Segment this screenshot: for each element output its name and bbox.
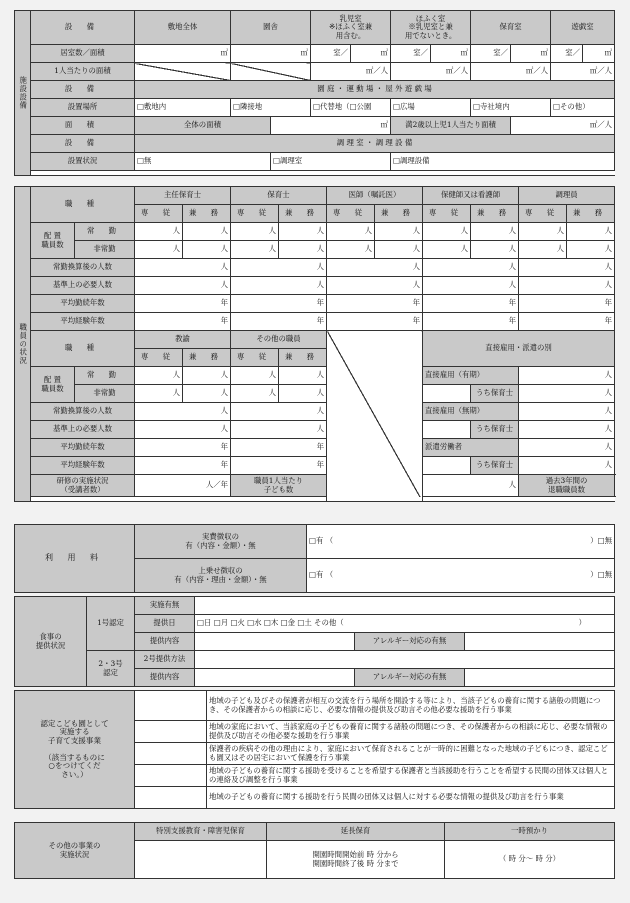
count-cell[interactable]: 人 [231, 259, 327, 277]
dual-header: 兼 務 [183, 205, 231, 223]
years-cell[interactable]: 年 [231, 457, 327, 475]
years-cell[interactable]: 年 [519, 295, 615, 313]
role-header: 職 種 [31, 187, 135, 223]
play-area-cell[interactable]: ㎡ [583, 45, 615, 63]
nursery-per-person-cell[interactable]: ㎡／人 [471, 63, 551, 81]
opt-on-site[interactable]: □敷地内 [135, 99, 231, 117]
opt-kitchen-facility[interactable]: □調理設備 [391, 153, 615, 171]
meal-content-label: 提供内容 [135, 633, 195, 651]
support-item-3: 保護者の疾病その他の理由により、家庭において保育されることが一時的に困難となった地域の子どもにつき、認定こども園又はその居宅において保護を行う事業 [207, 743, 615, 765]
avg-tenure-label: 平均勤続年数 [31, 295, 135, 313]
col-building: 園舎 [231, 11, 311, 45]
fulltime-label: 常 勤 [75, 367, 135, 385]
assigned-staff-label-2: 配 置 職員数 [31, 367, 75, 403]
count-cell[interactable]: 人 [231, 385, 279, 403]
of-which-nurse-label: うち保育士 [471, 457, 519, 475]
col-crawling-room: ほふく室 ※乳児室と兼 用でないとき。 [391, 11, 471, 45]
spacer [31, 497, 615, 502]
count-cell[interactable]: 人 [519, 259, 615, 277]
staff-section-label: 職員の状況 [15, 187, 31, 502]
support-item-4: 地域の子どもの養育に関する援助を受けることを希望する保護者と当該援助を行うことを希望する民間の団体又は個人との連絡及び調整を行う事業 [207, 765, 615, 787]
role-health-nurse: 保健師又は看護師 [423, 187, 519, 205]
count-cell[interactable]: 人 [183, 367, 231, 385]
opt-square[interactable]: □広場 [391, 99, 471, 117]
temporary-care-input[interactable]: （ 時 分〜 時 分） [445, 841, 615, 879]
count-cell[interactable]: 人 [519, 421, 615, 439]
count-cell[interactable]: 人 [231, 241, 279, 259]
actual-cost-input[interactable] [307, 525, 615, 559]
role-nurse: 保育士 [231, 187, 327, 205]
fulltime-header: 専 従 [231, 349, 279, 367]
role-chief-nurse: 主任保育士 [135, 187, 231, 205]
years-cell[interactable]: 年 [423, 295, 519, 313]
count-cell[interactable]: 人 [327, 241, 375, 259]
dual-header: 兼 務 [471, 205, 519, 223]
site-area-cell[interactable]: ㎡ [135, 45, 231, 63]
role-cook: 調理員 [519, 187, 615, 205]
years-cell[interactable]: 年 [519, 313, 615, 331]
avg-experience-label: 平均経験年数 [31, 457, 135, 475]
infant-rooms-cell[interactable]: 室／ [311, 45, 351, 63]
years-cell[interactable]: 年 [135, 295, 231, 313]
type23-label: 2・3号 認定 [87, 651, 135, 687]
fulltime-header: 専 従 [327, 205, 375, 223]
count-cell[interactable]: 人 [279, 223, 327, 241]
years-cell[interactable]: 年 [327, 313, 423, 331]
count-cell[interactable]: 人 [519, 277, 615, 295]
count-cell[interactable]: 人 [519, 439, 615, 457]
past3-retired-label: 過去3年間の 退職職員数 [519, 475, 615, 497]
play-per-person-cell[interactable]: ㎡／人 [551, 63, 615, 81]
actual-cost-label: 実費徴収の 有（内容・金額）・無 [135, 525, 307, 559]
opt-kitchen-room[interactable]: □調理室 [271, 153, 391, 171]
special-support-header: 特別支援教育・障害児保育 [135, 823, 267, 841]
years-cell[interactable]: 年 [135, 313, 231, 331]
count-cell[interactable]: 人 [519, 457, 615, 475]
infant-area-cell[interactable]: ㎡ [351, 45, 391, 63]
dual-header: 兼 務 [279, 205, 327, 223]
fulltime-header: 専 従 [231, 205, 279, 223]
years-cell[interactable]: 年 [231, 439, 327, 457]
yes-checkbox[interactable]: □有 （ [309, 570, 334, 580]
avg-tenure-label: 平均勤続年数 [31, 439, 135, 457]
count-cell[interactable]: 人 [135, 241, 183, 259]
dual-header: 兼 務 [279, 349, 327, 367]
crawl-rooms-cell[interactable]: 室／ [391, 45, 431, 63]
count-cell[interactable]: 人 [519, 223, 567, 241]
count-cell[interactable]: 人 [135, 421, 231, 439]
count-cell[interactable]: 人 [519, 241, 567, 259]
count-cell[interactable]: 人 [519, 403, 615, 421]
nursery-rooms-cell[interactable]: 室／ [471, 45, 511, 63]
diagonal-cell [231, 63, 311, 81]
indent-cell [423, 421, 471, 439]
years-cell[interactable]: 年 [327, 295, 423, 313]
count-cell[interactable]: 人 [135, 367, 183, 385]
allergy-input-2[interactable] [465, 669, 615, 687]
no-checkbox[interactable]: ）□無 [590, 570, 612, 580]
parttime-label: 非常勤 [75, 241, 135, 259]
role-doctor: 医師（嘱託医） [327, 187, 423, 205]
fulltime-header: 専 従 [519, 205, 567, 223]
count-cell[interactable]: 人 [279, 385, 327, 403]
allergy-input[interactable] [465, 633, 615, 651]
required-count-label: 基準上の必要人数 [31, 421, 135, 439]
total-area-input[interactable]: ㎡ [271, 117, 391, 135]
count-cell[interactable]: 人 [231, 421, 327, 439]
count-cell[interactable]: 人 [183, 385, 231, 403]
count-cell[interactable]: 人 [327, 259, 423, 277]
support-check-1[interactable] [135, 691, 207, 721]
surcharge-label: 上乗せ徴収の 有（内容・理由・金額）・無 [135, 559, 307, 593]
role-teacher: 教諭 [135, 331, 231, 349]
support-item-1: 地域の子ども及びその保護者が相互の交流を行う場所を開設する等により、当該子どもの養育に関する諸般の問題につき、その保護者からの相談に応じ、必要な情報の提供及び助言その他必要な援助を行う事業 [207, 691, 615, 721]
over2-area-input[interactable]: ㎡／人 [511, 117, 615, 135]
fee-table [14, 524, 615, 593]
fulltime-label: 常 勤 [75, 223, 135, 241]
direct-indefinite-label: 直接雇用（無期） [423, 403, 519, 421]
no-checkbox[interactable]: ）□無 [590, 536, 612, 546]
outdoor-title: 園 庭 ・ 運 動 場 ・ 屋 外 遊 戯 場 [135, 81, 615, 99]
kitchen-title: 調 理 室 ・ 調 理 設 備 [135, 135, 615, 153]
count-cell[interactable]: 人 [231, 223, 279, 241]
fulltime-header: 専 従 [423, 205, 471, 223]
count-cell[interactable]: 人 [375, 241, 423, 259]
years-cell[interactable]: 年 [423, 313, 519, 331]
count-cell[interactable]: 人 [519, 367, 615, 385]
required-count-label: 基準上の必要人数 [31, 277, 135, 295]
col-whole-site: 敷地全体 [135, 11, 231, 45]
count-cell[interactable]: 人 [231, 403, 327, 421]
support-item-5: 地域の子どもの養育に関する援助を行う民間の団体又は個人に対する必要な情報の提供及び助言を行う事業 [207, 787, 615, 809]
col-play-room: 遊戯室 [551, 11, 615, 45]
crawl-area-cell[interactable]: ㎡ [431, 45, 471, 63]
of-which-nurse-label: うち保育士 [471, 385, 519, 403]
years-cell[interactable]: 年 [231, 313, 327, 331]
opt-alternative-park[interactable]: □代替地（□公園 [311, 99, 391, 117]
dual-header: 兼 務 [183, 349, 231, 367]
dispatch-worker-label: 派遣労働者 [423, 439, 519, 457]
type2-method-input[interactable] [195, 651, 615, 669]
count-cell[interactable]: 人 [567, 223, 615, 241]
support-check-5[interactable] [135, 787, 207, 809]
count-cell[interactable]: 人 [183, 241, 231, 259]
surcharge-input[interactable] [307, 559, 615, 593]
equipment-header: 設 備 [31, 11, 135, 45]
type2-method-label: 2号提供方法 [135, 651, 195, 669]
meal-label: 食事の 提供状況 [15, 597, 87, 687]
meal-table [14, 596, 615, 687]
yes-checkbox[interactable]: □有 （ [309, 536, 334, 546]
extended-care-input[interactable]: 開園時間開始前 時 分から 開園時間終了後 時 分まで [267, 841, 445, 879]
support-table [14, 690, 615, 809]
meal-content-input-2[interactable] [195, 669, 355, 687]
years-cell[interactable]: 年 [135, 439, 231, 457]
count-cell[interactable]: 人 [423, 277, 519, 295]
years-cell[interactable]: 年 [135, 457, 231, 475]
play-rooms-cell[interactable]: 室／ [551, 45, 583, 63]
meal-days-label: 提供日 [135, 615, 195, 633]
support-check-3[interactable] [135, 743, 207, 765]
count-cell[interactable]: 人 [423, 223, 471, 241]
training-label: 研修の実施状況 （受講者数） [31, 475, 135, 497]
support-label: 認定こども園として 実施する 子育て支援事業 （該当するものに ○をつけてくだ さい。） [15, 691, 135, 809]
nursery-area-cell[interactable]: ㎡ [511, 45, 551, 63]
extended-care-header: 延長保育 [267, 823, 445, 841]
avg-experience-label: 平均経験年数 [31, 313, 135, 331]
meal-content-input[interactable] [195, 633, 355, 651]
count-cell[interactable]: 人 [135, 277, 231, 295]
other-business-table [14, 822, 615, 879]
support-item-2: 地域の家庭において、当該家庭の子どもの養育に関する諸般の問題につき、その保護者からの相談に応じ、必要な情報の提供及び助言その他必要な援助を行う事業 [207, 721, 615, 743]
count-cell[interactable]: 人 [231, 367, 279, 385]
col-infant-room: 乳児室 ※ほふく室兼 用含む。 [311, 11, 391, 45]
role-header-2: 職 種 [31, 331, 135, 367]
count-cell[interactable]: 人 [231, 277, 327, 295]
children-per-staff-label: 職員1人当たり 子ども数 [231, 475, 327, 497]
fulltime-header: 専 従 [135, 205, 183, 223]
diagonal-cell [135, 63, 231, 81]
implementation-label: 実施有無 [135, 597, 195, 615]
allergy-label: アレルギー対応の有無 [355, 633, 465, 651]
temporary-care-header: 一時預かり [445, 823, 615, 841]
count-cell[interactable]: 人 [375, 223, 423, 241]
role-other-staff: その他の職員 [231, 331, 327, 349]
direct-dispatch-header: 直接雇用・派遣の別 [423, 331, 615, 367]
total-area-label: 全体の面積 [135, 117, 271, 135]
dual-header: 兼 務 [567, 205, 615, 223]
outdoor-equipment-label: 設 備 [31, 81, 135, 99]
col-nursery-room: 保育室 [471, 11, 551, 45]
area-label: 面 積 [31, 117, 135, 135]
count-cell[interactable]: 人 [327, 277, 423, 295]
crawl-per-person-cell[interactable]: ㎡／人 [391, 63, 471, 81]
spacer [31, 171, 615, 176]
over2-area-label: 満2歳以上児1人当たり面積 [391, 117, 511, 135]
indent-cell [423, 385, 471, 403]
location-label: 設置場所 [31, 99, 135, 117]
count-cell[interactable]: 人 [183, 223, 231, 241]
implementation-input[interactable] [195, 597, 615, 615]
fulltime-header: 専 従 [135, 349, 183, 367]
count-cell[interactable]: 人 [423, 241, 471, 259]
support-check-4[interactable] [135, 765, 207, 787]
rooms-area-label: 居室数／面積 [31, 45, 135, 63]
parttime-label: 非常勤 [75, 385, 135, 403]
indent-cell [423, 457, 471, 475]
facility-table [14, 10, 615, 176]
meal-days-input[interactable]: □日 □月 □火 □水 □木 □金 □土 その他（ ） [195, 615, 615, 633]
dual-header: 兼 務 [375, 205, 423, 223]
infant-per-person-cell[interactable]: ㎡／人 [311, 63, 391, 81]
count-cell[interactable]: 人 [135, 385, 183, 403]
years-cell[interactable]: 年 [231, 295, 327, 313]
count-cell[interactable]: 人 [471, 241, 519, 259]
kitchen-equipment-label: 設 備 [31, 135, 135, 153]
staff-table [14, 186, 615, 502]
special-support-input[interactable] [135, 841, 267, 879]
install-status-label: 設置状況 [31, 153, 135, 171]
of-which-nurse-label: うち保育士 [471, 421, 519, 439]
facility-section-label: 施設設備 [15, 11, 31, 176]
building-area-cell[interactable]: ㎡ [231, 45, 311, 63]
count-cell[interactable]: 人 [279, 241, 327, 259]
direct-fixed-term-label: 直接雇用（有期） [423, 367, 519, 385]
opt-none[interactable]: □無 [135, 153, 271, 171]
opt-adjacent[interactable]: □隣接地 [231, 99, 311, 117]
training-input[interactable]: 人／年 [135, 475, 231, 497]
fee-label: 利 用 料 [15, 525, 135, 593]
meal-content-label-2: 提供内容 [135, 669, 195, 687]
count-cell[interactable]: 人 [519, 385, 615, 403]
assigned-staff-label: 配 置 職員数 [31, 223, 75, 259]
children-per-staff-input[interactable]: 人 [423, 475, 519, 497]
opt-other[interactable]: □その他） [551, 99, 615, 117]
count-cell[interactable]: 人 [279, 367, 327, 385]
count-cell[interactable]: 人 [327, 223, 375, 241]
count-cell[interactable]: 人 [471, 223, 519, 241]
support-check-2[interactable] [135, 721, 207, 743]
count-cell[interactable]: 人 [135, 259, 231, 277]
count-cell[interactable]: 人 [135, 403, 231, 421]
allergy-label-2: アレルギー対応の有無 [355, 669, 465, 687]
other-business-label: その他の事業の 実施状況 [15, 823, 135, 879]
count-cell[interactable]: 人 [567, 241, 615, 259]
type1-label: 1号認定 [87, 597, 135, 651]
per-person-area-label: 1人当たりの面積 [31, 63, 135, 81]
converted-count-label: 常勤換算後の人数 [31, 259, 135, 277]
count-cell[interactable]: 人 [135, 223, 183, 241]
diagonal-block [327, 331, 423, 502]
opt-shrine[interactable]: □寺社境内 [471, 99, 551, 117]
count-cell[interactable]: 人 [423, 259, 519, 277]
converted-count-label: 常勤換算後の人数 [31, 403, 135, 421]
